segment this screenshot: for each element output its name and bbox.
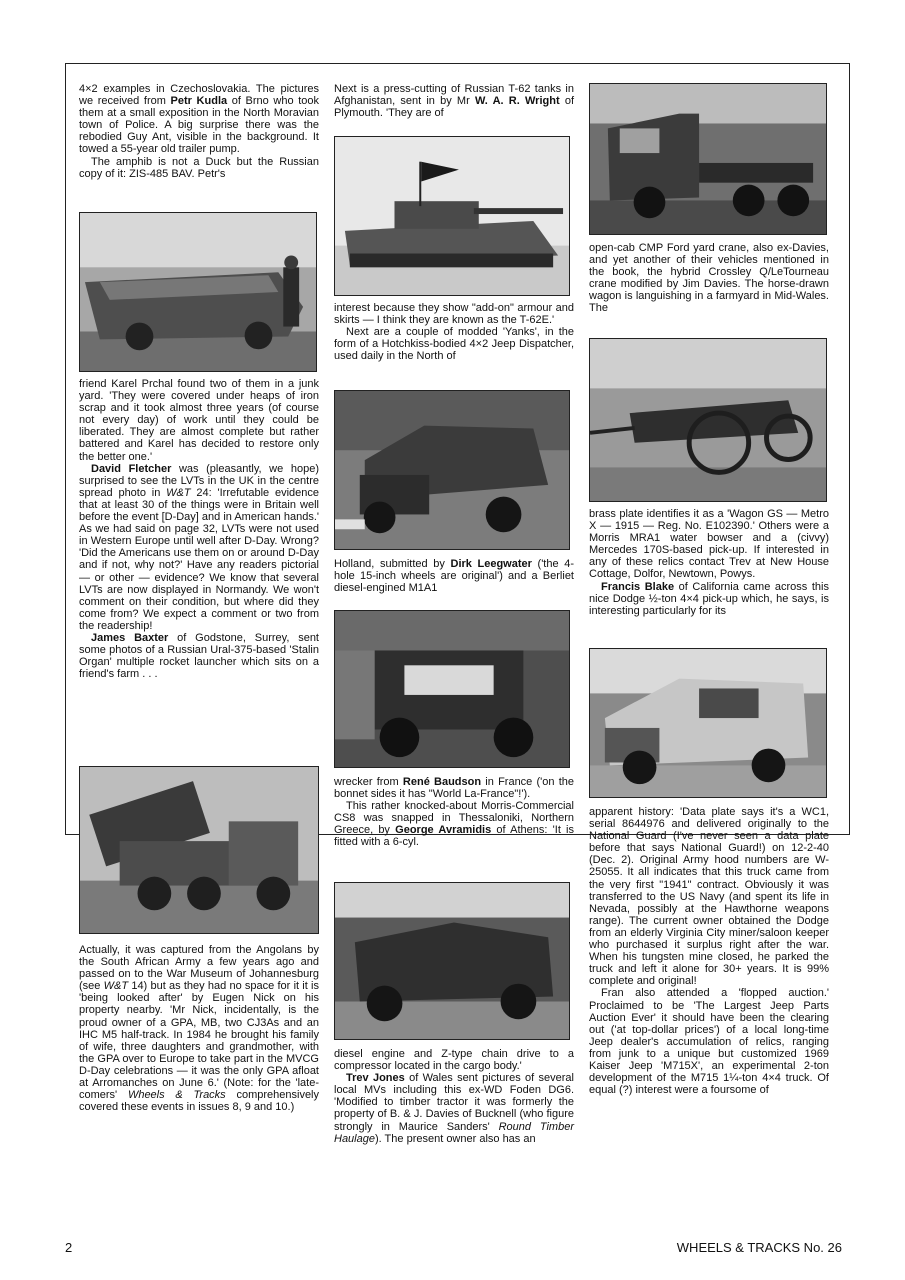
- paragraph: Trev Jones of Wales sent pictures of several local MVs including this ex-WD Foden DG6. 'Modified to timber tractor it was formerly the property of B. & J. Davies of Bucknell (who figure strongly in Maurice Sanders' Round Timber Haulage). The present owner also has an: [334, 1072, 574, 1145]
- photo-morris-commercial-cs8: [334, 882, 570, 1040]
- photo-ural-rocket-launcher: [79, 766, 319, 934]
- col1-text-bottom: [79, 944, 319, 1113]
- col3-text-bottom: [589, 806, 829, 1096]
- photo-berliet-wrecker: [334, 610, 570, 768]
- paragraph: interest because they show "add-on" armour and skirts — I think they are known as the T-62E.': [334, 302, 574, 327]
- col2-text-top: [334, 83, 574, 119]
- paragraph: The amphib is not a Duck but the Russian copy of it: ZIS-485 BAV. Petr's: [79, 155, 319, 180]
- col2-text-upper-mid: [334, 302, 574, 362]
- col3-text-middle: [589, 508, 829, 617]
- paragraph: Holland, submitted by Dirk Leegwater ('the 4-hole 15-inch wheels are original') and a Berliet diesel-engined M1A1: [334, 558, 574, 595]
- col1-text-top: [79, 83, 319, 180]
- paragraph: open-cab CMP Ford yard crane, also ex-Davies, and yet another of their vehicles mentioned in the book, the hybrid Crossley Q/LeTourneau crane modified by Jim Davies. The horse-drawn wagon is languishing in a farmyard in Mid-Wales. The: [589, 242, 829, 315]
- paragraph: diesel engine and Z-type chain drive to a compressor located in the cargo body.': [334, 1048, 574, 1073]
- magazine-title-issue: WHEELS & TRACKS No. 26: [676, 1240, 842, 1255]
- paragraph: Next is a press-cutting of Russian T-62 tanks in Afghanistan, sent in by Mr W. A. R. Wright of Plymouth. 'They are of: [334, 83, 575, 120]
- paragraph: apparent history: 'Data plate says it's a WC1, serial 8644976 and delivered originally to the National Guard (I've never seen a data plate before that says National Guard!) on 12-2-40 (Dec. 2). Original Army hood numbers are W-25055. It all indicates that this truck came from the very first "1941" contract. Obviously it was transferred to the US Navy (and spent its life in Nevada, possibly at the Hawthorne weapons range). The current owner obtained the Dodge from an elderly Virginia City miner/saloon keeper who purchased it surplus right after the war. When his tungsten mine closed, he parked the truck and left it alone for 30+ years. It is 99% complete and original!: [589, 806, 829, 988]
- paragraph: David Fletcher was (pleasantly, we hope) surprised to see the LVTs in the UK in the centre spread photo in W&T 24: 'Irrefutable evidence that at least 30 of the things were in Britain well before the event [D-Day] and in American hands.' As we had said on page 32, LVTs were not used in Western Europe until well after D-Day. Wrong? 'Did the Americans use them on or around D-Day and if not, why not?' Have any readers pictorial — or other — evidence? We know that several LVTs are now displayed in Normandy. We won't comment on their condition, but where did they come from? We expect a comment or two from the readership!: [79, 462, 319, 632]
- col2-text-lower-mid: [334, 776, 574, 849]
- paragraph: Francis Blake of California came across this nice Dodge ½-ton 4×4 pick-up which, he says, is interesting particularly for its: [589, 580, 829, 617]
- paragraph: wrecker from René Baudson in France ('on the bonnet sides it has "World La-France"!').: [334, 776, 575, 801]
- photo-t62-tanks: [334, 136, 570, 296]
- paragraph: James Baxter of Godstone, Surrey, sent some photos of a Russian Ural-375-based 'Stalin Organ' multiple rocket launcher which sits on a friend's farm . . .: [79, 631, 319, 681]
- photo-amphibian-zis485: [79, 212, 317, 372]
- col1-text-middle: [79, 378, 319, 680]
- col2-text-bottom: [334, 1048, 574, 1145]
- paragraph: Fran also attended a 'flopped auction.' Proclaimed to be 'The Largest Jeep Parts Auction Ever' it should have been the clearing out ('at top-dollar prices') of a local long-time Jeep dealer's accumulation of relics, ranging from junk to a unique but customized 1969 Kaiser Jeep 'M715X', an experimental 2-ton development of the M715 1¼-ton 4×4 truck. Of equal (?) interest were a foursome of: [589, 987, 829, 1097]
- paragraph: This rather knocked-about Morris-Commercial CS8 was snapped in Thessaloniki, Northern Greece, by George Avramidis of Athens: 'It is fitted with a 6-cyl.: [334, 800, 575, 849]
- photo-hotchkiss-jeep: [334, 390, 570, 550]
- col2-text-mid: [334, 558, 574, 594]
- photo-dodge-pickup: [589, 648, 827, 798]
- paragraph: Actually, it was captured from the Angolans by the South African Army a few years ago and passed on to the War Museum of Johannesburg (see W&T 14) but as they had no space for it it is 'being looked after' by Eugen Nick on his property nearby. 'Mr Nick, incidentally, is the proud owner of a GPA, MB, two CJ3As and an IHC M5 half-track. In 1984 he brought his family of wife, three daughters and grandmother, with the GPA over to Europe to take part in the MVCG D-Day celebrations — it was the only GPA afloat at Arromanches on June 6.' (Note: for the 'late-comers' Wheels & Tracks comprehensively covered these events in issues 8, 9 and 10.): [79, 944, 319, 1114]
- paragraph: brass plate identifies it as a 'Wagon GS — Metro X — 1915 — Reg. No. E102390.' Others were a Morris MRA1 water bowser and a (civvy) Mercedes 170S-based pick-up. If interested in any of these relics contact Trev at New House Cottage, Dolfor, Newtown, Powys.: [589, 508, 829, 581]
- col3-text-top: [589, 242, 829, 315]
- photo-horse-drawn-wagon: [589, 338, 827, 502]
- paragraph: 4×2 examples in Czechoslovakia. The pictures we received from Petr Kudla of Brno who took them at a small exposition in the North Moravian town of Police. A big surprise there was the rebodied Guy Ant, visible in the background. It towed a 55-year old trailer pump.: [79, 83, 320, 156]
- paragraph: friend Karel Prchal found two of them in a junk yard. 'They were covered under heaps of iron scrap and it took almost three years (of course not every day) of work until they could be liberated. They are almost complete but rather battered and Karel has decided to restore only the better one.': [79, 378, 319, 463]
- paragraph: Next are a couple of modded 'Yanks', in the form of a Hotchkiss-bodied 4×2 Jeep Dispatcher, used daily in the North of: [334, 326, 574, 363]
- page-number: 2: [65, 1240, 73, 1255]
- photo-foden-dg6: [589, 83, 827, 235]
